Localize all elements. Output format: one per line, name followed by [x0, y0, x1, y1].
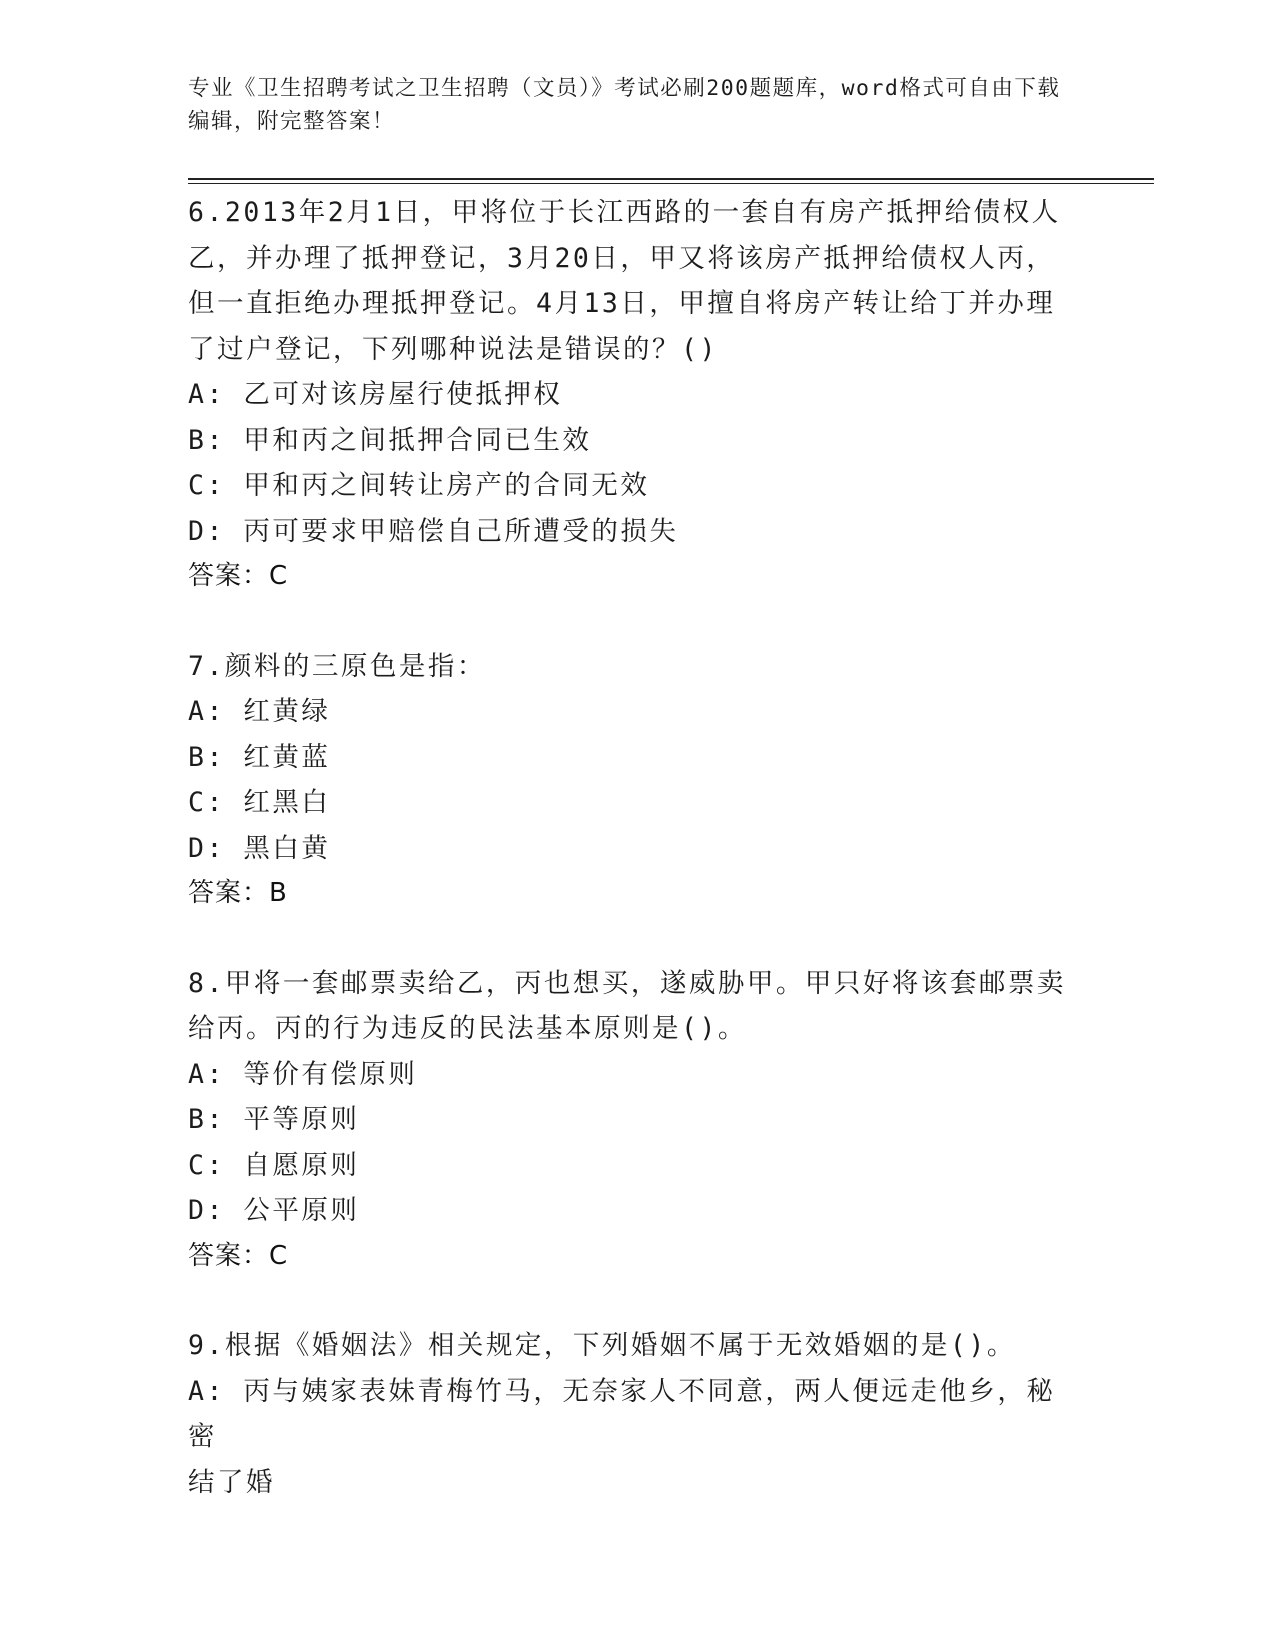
option-d: D: 黑白黄 [188, 832, 331, 864]
question-text-line: 9.根据《婚姻法》相关规定，下列婚姻不属于无效婚姻的是()。 [188, 1330, 1016, 1361]
question-spacer [188, 1279, 1068, 1323]
question-spacer [188, 600, 1068, 644]
question-spacer [188, 917, 1068, 961]
option-c: C: 红黑白 [188, 787, 331, 818]
option-a: A: 红黄绿 [188, 696, 331, 727]
answer-line: 答案：C [188, 1240, 289, 1271]
question-text-line: 乙，并办理了抵押登记，3月20日，甲又将该房产抵押给债权人丙， [188, 242, 1056, 274]
option-a-continuation: 结了婚 [188, 1466, 275, 1498]
question-block [188, 961, 1068, 1280]
option-d: D: 公平原则 [188, 1195, 360, 1226]
header-divider-thin [188, 183, 1154, 184]
option-d: D: 丙可要求甲赔偿自己所遭受的损失 [188, 515, 679, 547]
option-c: C: 自愿原则 [188, 1149, 360, 1181]
question-text-line: 给丙。丙的行为违反的民法基本原则是()。 [188, 1013, 747, 1044]
option-a: A: 乙可对该房屋行使抵押权 [188, 379, 563, 410]
option-a: A: 丙与姨家表妹青梅竹马，无奈家人不同意，两人便远走他乡，秘密 [188, 1375, 1056, 1452]
option-b: B: 平等原则 [188, 1104, 360, 1135]
answer-line: 答案：B [188, 878, 288, 908]
document-header: 专业《卫生招聘考试之卫生招聘（文员）》考试必刷200题题库，word格式可自由下载编辑，附完整答案！ [188, 76, 1061, 134]
question-block [188, 190, 1068, 600]
question-list [188, 190, 1068, 1505]
question-text-line: 7.颜料的三原色是指： [188, 650, 486, 682]
answer-line: 答案：C [188, 561, 289, 591]
header-divider-thick [188, 178, 1154, 180]
question-text-line: 8.甲将一套邮票卖给乙，丙也想买，遂威胁甲。甲只好将该套邮票卖 [188, 967, 1066, 999]
question-text-line: 但一直拒绝办理抵押登记。4月13日，甲擅自将房产转让给丁并办理 [188, 288, 1056, 319]
option-a: A: 等价有偿原则 [188, 1058, 418, 1090]
question-text-line: 了过户登记，下列哪种说法是错误的？() [188, 333, 718, 365]
question-block [188, 1323, 1068, 1505]
option-c: C: 甲和丙之间转让房产的合同无效 [188, 470, 650, 501]
question-block [188, 644, 1068, 917]
question-text-line: 6.2013年2月1日，甲将位于长江西路的一套自有房产抵押给债权人 [188, 197, 1061, 228]
option-b: B: 红黄蓝 [188, 741, 331, 773]
option-b: B: 甲和丙之间抵押合同已生效 [188, 424, 592, 456]
